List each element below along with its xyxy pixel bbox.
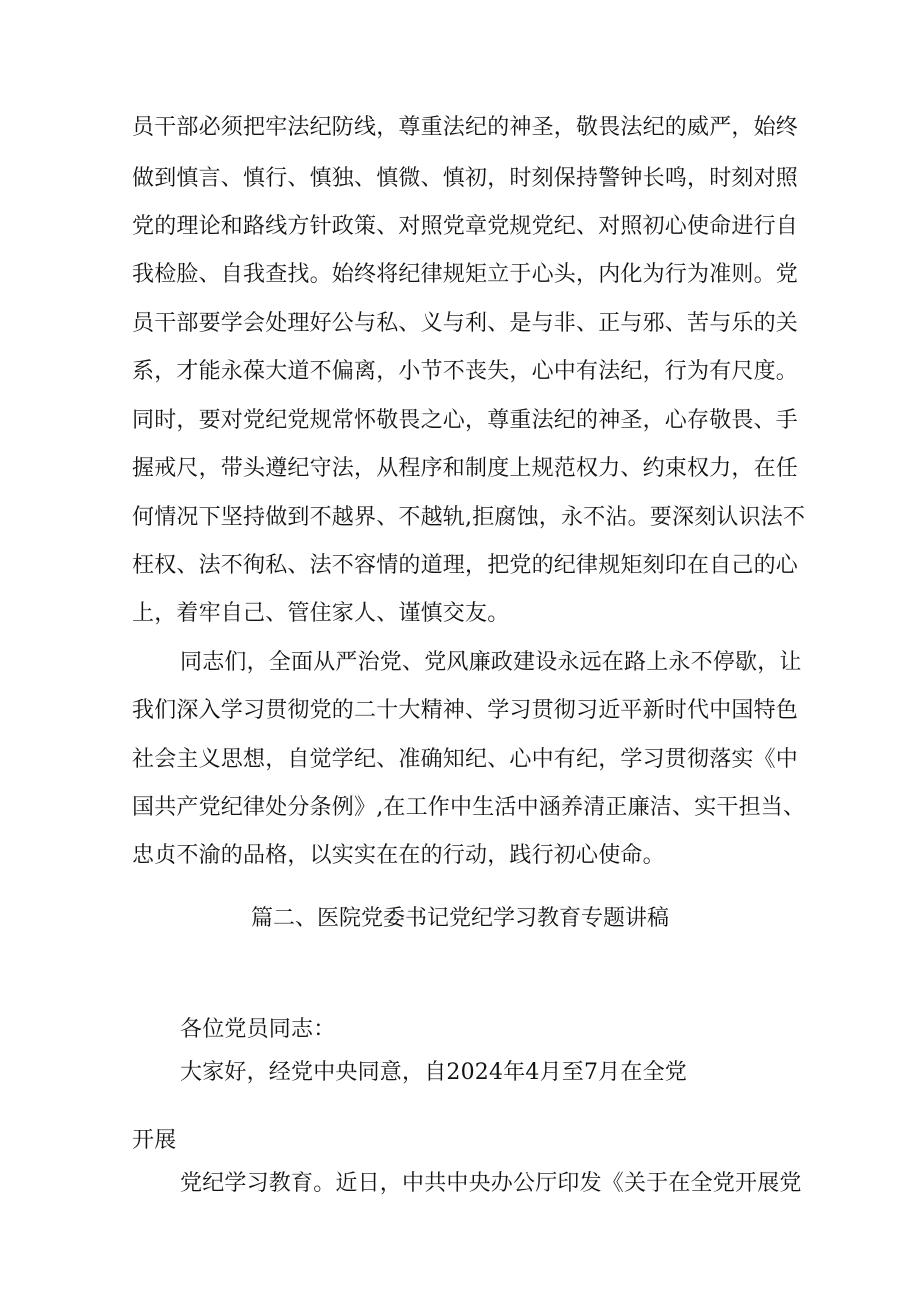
text-line: 社会主义思想，自觉学纪、准确知纪、心中有纪，学习贯彻落实《中 xyxy=(132,747,799,772)
text-line: 我们深入学习贯彻党的二十大精神、学习贯彻习近平新时代中国特色 xyxy=(132,698,799,723)
text-line: 员干部必须把牢法纪防线，尊重法纪的神圣，敬畏法纪的威严，始终 xyxy=(132,115,799,140)
salutation: 各位党员同志： xyxy=(180,1017,336,1042)
fragment-line: 开展 xyxy=(132,1128,177,1153)
text-line: 员干部要学会处理好公与私、义与利、是与非、正与邪、苦与乐的关 xyxy=(132,311,799,336)
text-line: 枉权、法不徇私、法不容情的道理，把党的纪律规矩刻印在自己的心 xyxy=(132,553,799,578)
text-line: 同志们，全面从严治党、党风廉政建设永远在路上永不停歇，让 xyxy=(180,650,802,675)
text-line: 上，着牢自己、管住家人、谨慎交友。 xyxy=(132,601,510,626)
text-line: 国共产党纪律处分条例》,在工作中生活中涵养清正廉洁、实干担当、 xyxy=(132,795,806,820)
last-line: 党纪学习教育。近日，中共中央办公厅印发《关于在全党开展党 xyxy=(180,1171,802,1196)
text-line: 系，才能永葆大道不偏离，小节不丧失，心中有法纪，行为有尺度。 xyxy=(132,359,799,384)
opening-line: 大家好，经党中央同意，自2024年4月至7月在全党 xyxy=(180,1060,687,1085)
text-line: 忠贞不渝的品格，以实实在在的行动，践行初心使命。 xyxy=(132,843,665,868)
text-line: 我检脸、自我查找。始终将纪律规矩立于心头，内化为行为准则。党 xyxy=(132,262,799,287)
text-line: 做到慎言、慎行、慎独、慎微、慎初，时刻保持警钟长鸣，时刻对照 xyxy=(132,166,799,191)
text-line: 握戒尺，带头遵纪守法，从程序和制度上规范权力、约束权力，在任 xyxy=(132,456,799,481)
text-line: 何情况下坚持做到不越界、不越轨,拒腐蚀，永不沾。要深刻认识法不 xyxy=(132,505,806,530)
text-line: 同时，要对党纪党规常怀敬畏之心，尊重法纪的神圣，心存敬畏、手 xyxy=(132,408,799,433)
text-line: 党的理论和路线方针政策、对照党章党规党纪、对照初心使命进行自 xyxy=(132,214,799,239)
section-title: 篇二、医院党委书记党纪学习教育专题讲稿 xyxy=(250,906,669,931)
